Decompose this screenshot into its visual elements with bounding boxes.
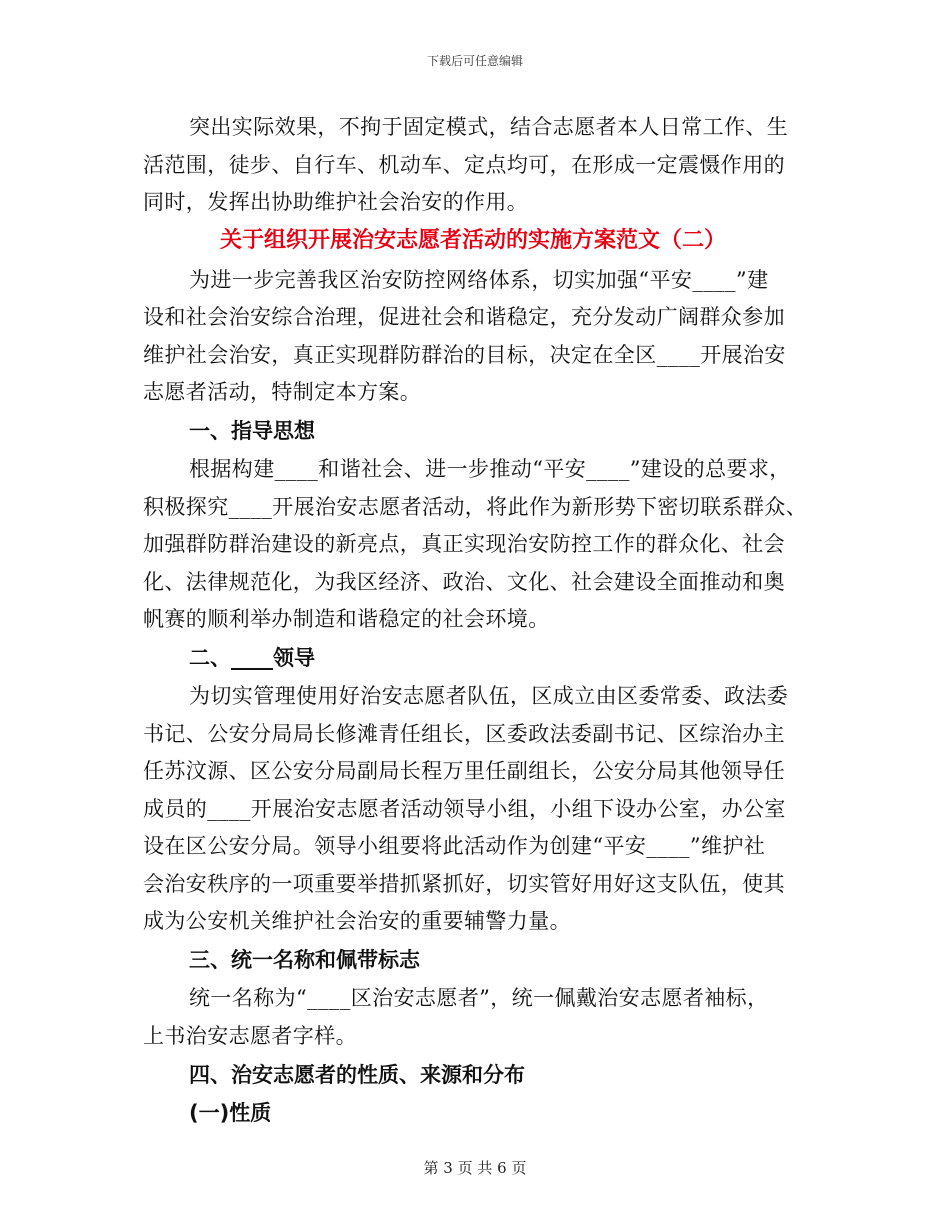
text-line: 为进一步完善我区治安防控网络体系，切实加强“平安____”建: [189, 268, 769, 292]
text-line: 设和社会治安综合治理，促进社会和谐稳定，充分发动广阔群众参加: [143, 305, 785, 329]
subsection-heading: (一)性质: [189, 1101, 272, 1125]
text-line: 为切实管理使用好治安志愿者队伍，区成立由区委常委、政法委: [189, 684, 789, 708]
section-heading: 四、治安志愿者的性质、来源和分布: [189, 1063, 525, 1087]
text-line: 上书治安志愿者字样。: [143, 1024, 357, 1048]
text-line: 志愿者活动，特制定本方案。: [143, 380, 422, 404]
page-footer: 第 3 页 共 6 页: [423, 1159, 527, 1177]
text-line: 设在区公安分局。领导小组要将此活动作为创建“平安____”维护社: [143, 834, 766, 858]
text-line: 帆赛的顺利举办制造和谐稳定的社会环境。: [143, 607, 550, 631]
text-line: 突出实际效果，不拘于固定模式，结合志愿者本人日常工作、生: [189, 115, 789, 139]
text-line: 同时，发挥出协助维护社会治安的作用。: [143, 190, 529, 214]
text-line: 书记、公安分局局长修滩青任组长，区委政法委副书记、区综治办主: [143, 722, 785, 746]
text-line: 会治安秩序的一项重要举措抓紧抓好，切实管好用好这支队伍，使其: [143, 872, 785, 896]
text-line: 成员的____开展治安志愿者活动领导小组，小组下设办公室，办公室: [143, 797, 786, 821]
page-header: 下载后可任意编辑: [426, 54, 523, 68]
text-line: 活范围，徒步、自行车、机动车、定点均可，在形成一定震慑作用的: [143, 153, 785, 177]
section-heading: 三、统一名称和佩带标志: [189, 948, 420, 972]
text-line: 任苏汶源、区公安分局副局长程万里任副组长，公安分局其他领导任: [143, 759, 785, 783]
document-title: 关于组织开展治安志愿者活动的实施方案范文（二）: [219, 228, 726, 253]
text-line: 积极探究____开展治安志愿者活动，将此作为新形势下密切联系群众、: [143, 495, 808, 519]
text-line: 加强群防群治建设的新亮点，真正实现治安防控工作的群众化、社会: [143, 532, 785, 556]
section-heading: 二、____领导: [189, 646, 315, 670]
text-line: 成为公安机关维护社会治安的重要辅警力量。: [143, 909, 571, 933]
text-line: 统一名称为“____区治安志愿者”，统一佩戴治安志愿者袖标，: [189, 986, 769, 1010]
text-line: 根据构建____和谐社会、进一步推动“平安____”建设的总要求，: [189, 457, 791, 481]
text-line: 维护社会治安，真正实现群防群治的目标，决定在全区____开展治安: [143, 343, 786, 367]
text-line: 化、法律规范化，为我区经济、政治、文化、社会建设全面推动和奥: [143, 570, 785, 594]
section-heading: 一、指导思想: [189, 419, 315, 443]
